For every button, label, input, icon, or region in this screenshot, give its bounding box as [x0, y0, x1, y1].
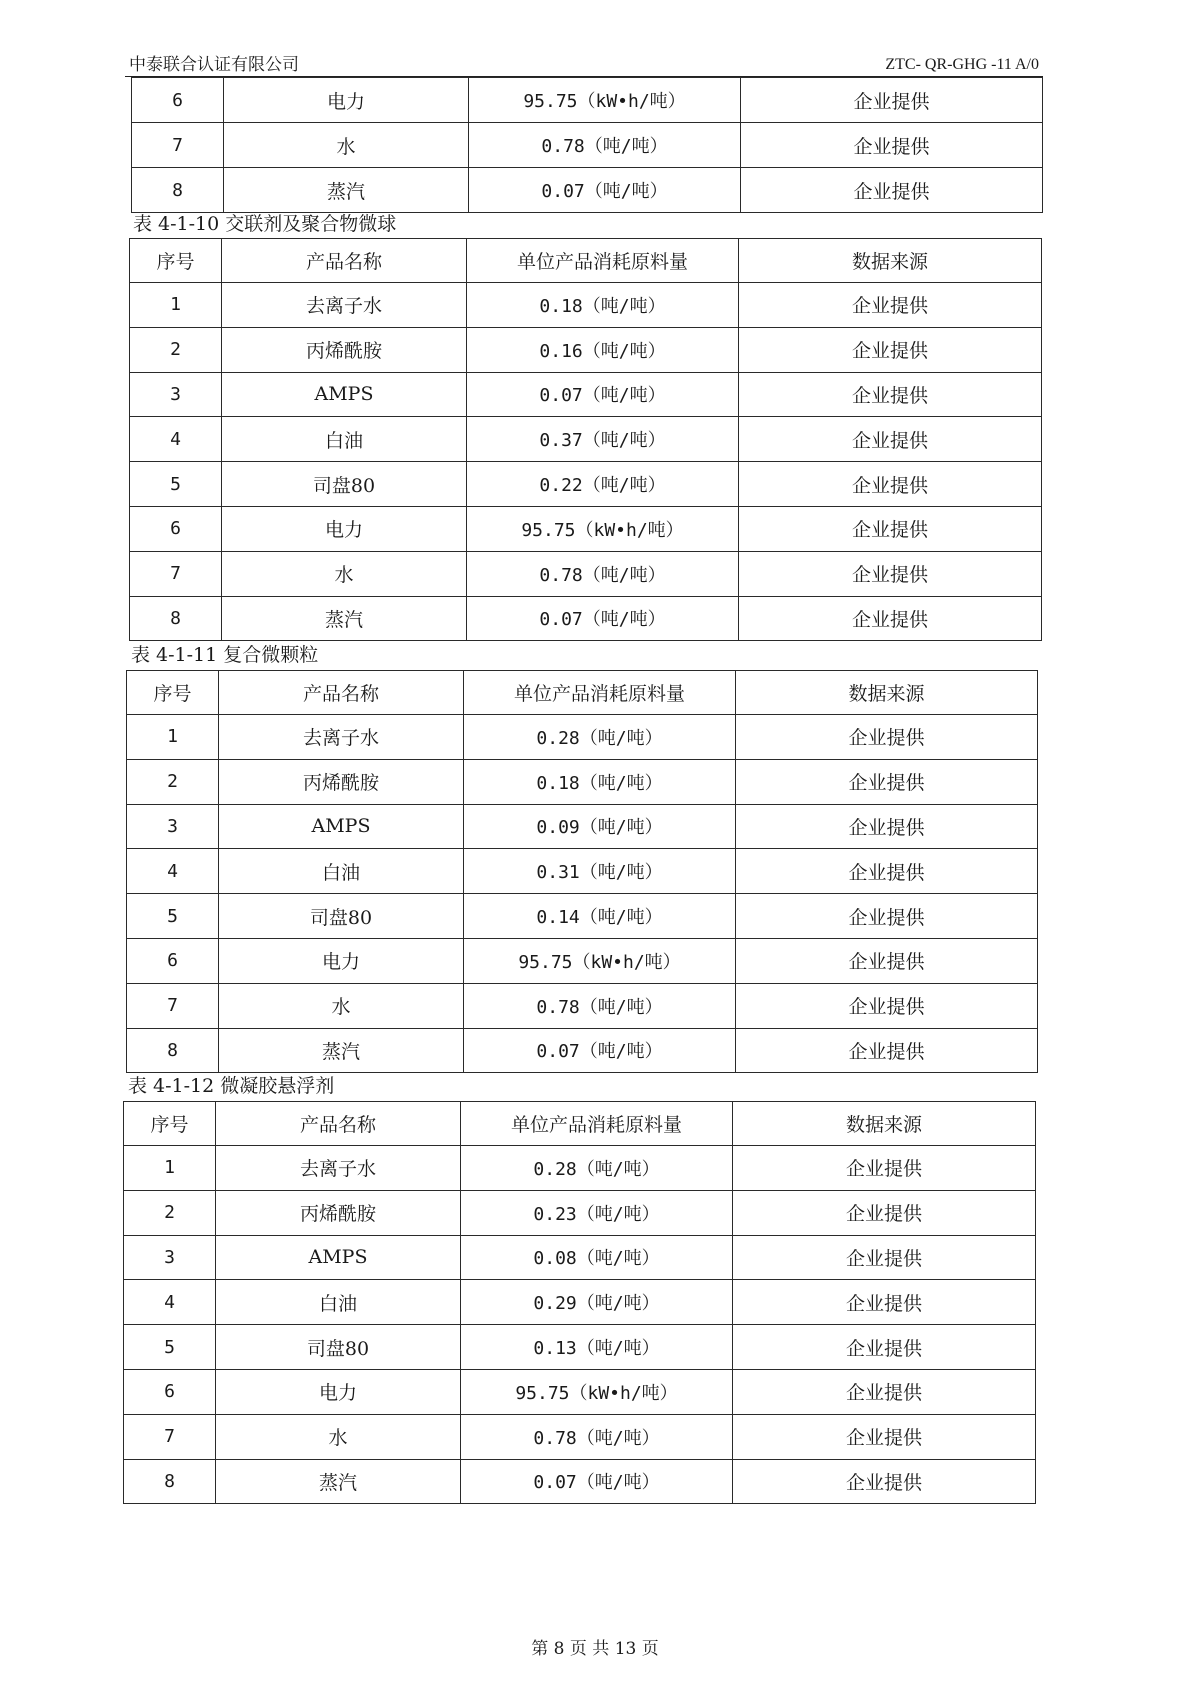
table-row [124, 1459, 1036, 1504]
product-name-cell: 电力 [224, 78, 469, 123]
header-cell-index: 序号 [124, 1102, 216, 1146]
source-cell: 企业提供 [741, 78, 1043, 123]
source-cell: 企业提供 [736, 1028, 1038, 1073]
consumption-cell: 0.18（吨/吨） [467, 283, 739, 328]
table-row [132, 123, 1043, 168]
index-cell: 8 [124, 1459, 216, 1504]
index-cell: 2 [130, 327, 222, 372]
product-name-cell: 电力 [216, 1369, 461, 1414]
table-row [127, 938, 1038, 983]
header-cell-source: 数据来源 [739, 239, 1042, 283]
table-4-1-11-body [127, 715, 1038, 1073]
table-row [130, 506, 1042, 551]
consumption-cell: 0.78（吨/吨） [464, 983, 736, 1028]
header-cell-consumption: 单位产品消耗原料量 [464, 671, 736, 715]
source-cell: 企业提供 [741, 123, 1043, 168]
index-cell: 7 [130, 551, 222, 596]
source-cell: 企业提供 [736, 983, 1038, 1028]
source-cell: 企业提供 [739, 417, 1042, 462]
header-cell-consumption: 单位产品消耗原料量 [461, 1102, 733, 1146]
company-name: 中泰联合认证有限公司 [129, 55, 299, 75]
consumption-cell: 95.75（kW•h/吨） [469, 78, 741, 123]
source-cell: 企业提供 [739, 596, 1042, 641]
table-4-1-12-body [124, 1146, 1036, 1504]
source-cell: 企业提供 [739, 283, 1042, 328]
consumption-cell: 0.28（吨/吨） [464, 715, 736, 760]
document-code: ZTC- QR-GHG -11 A/0 [885, 56, 1039, 73]
source-cell: 企业提供 [736, 715, 1038, 760]
index-cell: 4 [130, 417, 222, 462]
source-cell: 企业提供 [736, 894, 1038, 939]
table-row [124, 1325, 1036, 1370]
consumption-cell: 0.37（吨/吨） [467, 417, 739, 462]
source-cell: 企业提供 [739, 327, 1042, 372]
table-row [132, 168, 1043, 213]
product-name-cell: 去离子水 [219, 715, 464, 760]
index-cell: 1 [124, 1146, 216, 1191]
consumption-cell: 0.09（吨/吨） [464, 804, 736, 849]
consumption-cell: 0.07（吨/吨） [464, 1028, 736, 1073]
table-header-row [130, 239, 1042, 283]
table-row [130, 551, 1042, 596]
source-cell: 企业提供 [736, 849, 1038, 894]
header-cell-product: 产品名称 [219, 671, 464, 715]
consumption-cell: 95.75（kW•h/吨） [464, 938, 736, 983]
product-name-cell: 水 [222, 551, 467, 596]
source-cell: 企业提供 [736, 759, 1038, 804]
product-name-cell: 丙烯酰胺 [216, 1190, 461, 1235]
index-cell: 5 [127, 894, 219, 939]
index-cell: 8 [132, 168, 224, 213]
product-name-cell: 司盘80 [222, 462, 467, 507]
table-row [124, 1369, 1036, 1414]
product-name-cell: 白油 [222, 417, 467, 462]
table-row [127, 715, 1038, 760]
consumption-cell: 0.78（吨/吨） [469, 123, 741, 168]
consumption-cell: 0.07（吨/吨） [461, 1459, 733, 1504]
index-cell: 6 [124, 1369, 216, 1414]
source-cell: 企业提供 [739, 462, 1042, 507]
consumption-cell: 0.07（吨/吨） [469, 168, 741, 213]
source-cell: 企业提供 [733, 1414, 1036, 1459]
table-row [127, 849, 1038, 894]
index-cell: 6 [130, 506, 222, 551]
table-row [124, 1146, 1036, 1191]
product-name-cell: 司盘80 [216, 1325, 461, 1370]
source-cell: 企业提供 [736, 804, 1038, 849]
table-4-1-10 [129, 238, 1042, 641]
table-header-row [127, 671, 1038, 715]
product-name-cell: 蒸汽 [222, 596, 467, 641]
consumption-cell: 0.23（吨/吨） [461, 1190, 733, 1235]
source-cell: 企业提供 [739, 506, 1042, 551]
index-cell: 4 [127, 849, 219, 894]
product-name-cell: 电力 [219, 938, 464, 983]
consumption-cell: 0.28（吨/吨） [461, 1146, 733, 1191]
index-cell: 6 [127, 938, 219, 983]
table-4-1-10-body [130, 283, 1042, 641]
index-cell: 8 [127, 1028, 219, 1073]
table-4-1-12 [123, 1101, 1036, 1504]
product-name-cell: AMPS [216, 1235, 461, 1280]
index-cell: 3 [124, 1235, 216, 1280]
source-cell: 企业提供 [733, 1325, 1036, 1370]
table-row [124, 1280, 1036, 1325]
consumption-cell: 0.14（吨/吨） [464, 894, 736, 939]
consumption-cell: 0.18（吨/吨） [464, 759, 736, 804]
consumption-cell: 0.29（吨/吨） [461, 1280, 733, 1325]
consumption-cell: 0.07（吨/吨） [467, 372, 739, 417]
table-row [124, 1414, 1036, 1459]
table-header-row [124, 1102, 1036, 1146]
product-name-cell: AMPS [219, 804, 464, 849]
table-row [132, 78, 1043, 123]
source-cell: 企业提供 [733, 1369, 1036, 1414]
consumption-cell: 0.08（吨/吨） [461, 1235, 733, 1280]
source-cell: 企业提供 [739, 551, 1042, 596]
product-name-cell: 水 [219, 983, 464, 1028]
product-name-cell: 蒸汽 [219, 1028, 464, 1073]
table-caption-4-1-11: 表 4-1-11 复合微颗粒 [131, 644, 319, 666]
header-cell-index: 序号 [130, 239, 222, 283]
table-row [124, 1235, 1036, 1280]
table-row [127, 759, 1038, 804]
table-row [127, 894, 1038, 939]
product-name-cell: 白油 [219, 849, 464, 894]
consumption-cell: 0.78（吨/吨） [467, 551, 739, 596]
index-cell: 4 [124, 1280, 216, 1325]
source-cell: 企业提供 [733, 1280, 1036, 1325]
header-cell-product: 产品名称 [222, 239, 467, 283]
product-name-cell: 去离子水 [222, 283, 467, 328]
consumption-cell: 0.07（吨/吨） [467, 596, 739, 641]
source-cell: 企业提供 [741, 168, 1043, 213]
table-row [130, 327, 1042, 372]
table-row [130, 596, 1042, 641]
index-cell: 1 [130, 283, 222, 328]
consumption-cell: 0.13（吨/吨） [461, 1325, 733, 1370]
product-name-cell: AMPS [222, 372, 467, 417]
source-cell: 企业提供 [733, 1190, 1036, 1235]
product-name-cell: 蒸汽 [216, 1459, 461, 1504]
header-cell-product: 产品名称 [216, 1102, 461, 1146]
continued-table [131, 77, 1043, 213]
index-cell: 2 [124, 1190, 216, 1235]
index-cell: 7 [132, 123, 224, 168]
table-row [127, 804, 1038, 849]
index-cell: 7 [127, 983, 219, 1028]
index-cell: 3 [127, 804, 219, 849]
product-name-cell: 水 [224, 123, 469, 168]
source-cell: 企业提供 [733, 1235, 1036, 1280]
index-cell: 5 [130, 462, 222, 507]
source-cell: 企业提供 [733, 1459, 1036, 1504]
product-name-cell: 电力 [222, 506, 467, 551]
consumption-cell: 95.75（kW•h/吨） [461, 1369, 733, 1414]
product-name-cell: 水 [216, 1414, 461, 1459]
source-cell: 企业提供 [739, 372, 1042, 417]
continued-table-body [132, 78, 1043, 213]
product-name-cell: 丙烯酰胺 [222, 327, 467, 372]
product-name-cell: 蒸汽 [224, 168, 469, 213]
table-4-1-11 [126, 670, 1038, 1073]
table-row [124, 1190, 1036, 1235]
header-cell-index: 序号 [127, 671, 219, 715]
index-cell: 3 [130, 372, 222, 417]
header-cell-source: 数据来源 [733, 1102, 1036, 1146]
header-cell-consumption: 单位产品消耗原料量 [467, 239, 739, 283]
table-row [127, 1028, 1038, 1073]
header-cell-source: 数据来源 [736, 671, 1038, 715]
table-caption-4-1-10: 表 4-1-10 交联剂及聚合物微球 [133, 213, 397, 235]
index-cell: 2 [127, 759, 219, 804]
page-header [125, 50, 1043, 77]
index-cell: 7 [124, 1414, 216, 1459]
consumption-cell: 0.31（吨/吨） [464, 849, 736, 894]
consumption-cell: 0.22（吨/吨） [467, 462, 739, 507]
product-name-cell: 白油 [216, 1280, 461, 1325]
index-cell: 5 [124, 1325, 216, 1370]
product-name-cell: 去离子水 [216, 1146, 461, 1191]
consumption-cell: 95.75（kW•h/吨） [467, 506, 739, 551]
table-row [127, 983, 1038, 1028]
product-name-cell: 司盘80 [219, 894, 464, 939]
table-caption-4-1-12: 表 4-1-12 微凝胶悬浮剂 [128, 1075, 335, 1097]
table-row [130, 462, 1042, 507]
consumption-cell: 0.16（吨/吨） [467, 327, 739, 372]
source-cell: 企业提供 [736, 938, 1038, 983]
table-row [130, 417, 1042, 462]
table-row [130, 283, 1042, 328]
product-name-cell: 丙烯酰胺 [219, 759, 464, 804]
consumption-cell: 0.78（吨/吨） [461, 1414, 733, 1459]
index-cell: 6 [132, 78, 224, 123]
index-cell: 1 [127, 715, 219, 760]
table-row [130, 372, 1042, 417]
index-cell: 8 [130, 596, 222, 641]
page-number: 第 8 页 共 13 页 [531, 1639, 659, 1659]
source-cell: 企业提供 [733, 1146, 1036, 1191]
